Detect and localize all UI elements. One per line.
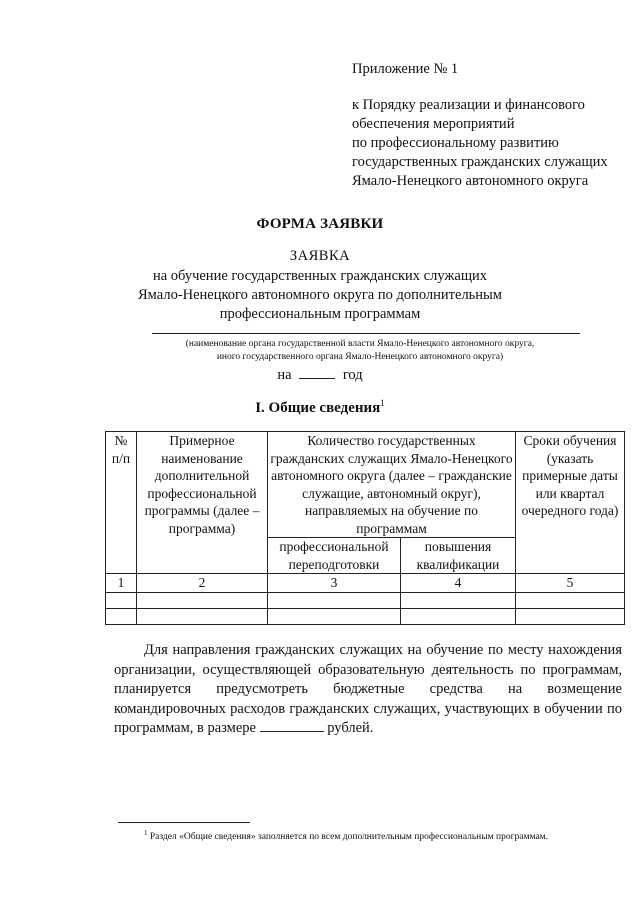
table-row: [106, 574, 625, 593]
year-blank[interactable]: [299, 366, 335, 379]
annex-line: обеспечения мероприятий: [352, 116, 515, 132]
table-row: [106, 592, 625, 608]
section-title-text: I. Общие сведения: [255, 400, 381, 416]
footnote-number: 1: [144, 829, 148, 837]
table-row: [106, 608, 625, 624]
annex-block: [352, 60, 632, 191]
application-subtitle: [0, 267, 640, 324]
table-cell[interactable]: [516, 608, 625, 624]
application-title: ЗАЯВКА: [289, 248, 351, 264]
table-cell[interactable]: [516, 592, 625, 608]
header-cell-retraining: профессиональной переподготовки: [268, 538, 401, 574]
annex-line: по профессиональному развитию: [352, 135, 559, 151]
header-cell-dates: Сроки обучения (указать примерные даты или квартал очередного года): [516, 432, 625, 574]
application-subtitle-line: Ямало-Ненецкого автономного округа по дополнительным: [138, 287, 502, 303]
table-cell[interactable]: [268, 608, 401, 624]
table-cell: 5: [516, 574, 625, 593]
organization-caption: [120, 338, 600, 364]
table-cell[interactable]: [401, 608, 516, 624]
body-suffix: рублей.: [327, 720, 374, 736]
year-prefix: на: [277, 367, 292, 383]
table-cell: 1: [106, 574, 137, 593]
table-cell[interactable]: [268, 592, 401, 608]
form-title: ФОРМА ЗАЯВКИ: [256, 216, 384, 232]
body-text: Для направления гражданских служащих на обучение по месту нахождения организации, осуществляющей образовательную деятельность по программам, планируется предусмотреть бюджетные средства на возмещение командировочных расходов гражданских служащих, участвующих в обучении по программам, в размере: [114, 642, 622, 736]
organization-name-line[interactable]: [152, 333, 580, 334]
application-subtitle-line: профессиональным программам: [219, 306, 421, 322]
table-cell: 4: [401, 574, 516, 593]
footnote-mark: 1: [380, 398, 385, 408]
table-cell: 3: [268, 574, 401, 593]
annex-line: Ямало-Ненецкого автономного округа: [352, 173, 589, 189]
year-row: [0, 366, 640, 384]
application-subtitle-line: на обучение государственных гражданских служащих: [152, 268, 488, 284]
annex-line: государственных гражданских служащих: [352, 154, 608, 170]
amount-blank[interactable]: [260, 719, 324, 732]
table-header-row: [106, 432, 625, 538]
header-cell-number: № п/п: [106, 432, 137, 574]
request-table: [105, 431, 625, 625]
table-cell[interactable]: [137, 608, 268, 624]
table-cell[interactable]: [106, 608, 137, 624]
header-cell-qualification: повышения квалификации: [401, 538, 516, 574]
organization-caption-line: (наименование органа государственной власти Ямало-Ненецкого автономного округа,: [185, 339, 535, 349]
annex-title: Приложение № 1: [352, 61, 459, 77]
annex-line: к Порядку реализации и финансового: [352, 97, 585, 113]
table-cell[interactable]: [106, 592, 137, 608]
header-cell-program: Примерное наименование дополнительной профессиональной программы (далее – программа): [137, 432, 268, 574]
footnote-separator: [118, 822, 250, 823]
organization-caption-line: иного государственного органа Ямало-Ненецкого автономного округа): [216, 352, 504, 362]
body-paragraph: [114, 641, 622, 739]
table-cell[interactable]: [401, 592, 516, 608]
section-title: [0, 398, 640, 417]
year-suffix: год: [342, 367, 363, 383]
table-cell[interactable]: [137, 592, 268, 608]
header-cell-count: Количество государственных гражданских служащих Ямало-Ненецкого автономного округа (далее – гражданские служащие, автономный округ), направляемых на обучение по программам: [268, 432, 516, 538]
footnote-text: Раздел «Общие сведения» заполняется по всем дополнительным профессиональным программам.: [149, 832, 549, 843]
table-cell: 2: [137, 574, 268, 593]
footnote: [144, 829, 548, 842]
